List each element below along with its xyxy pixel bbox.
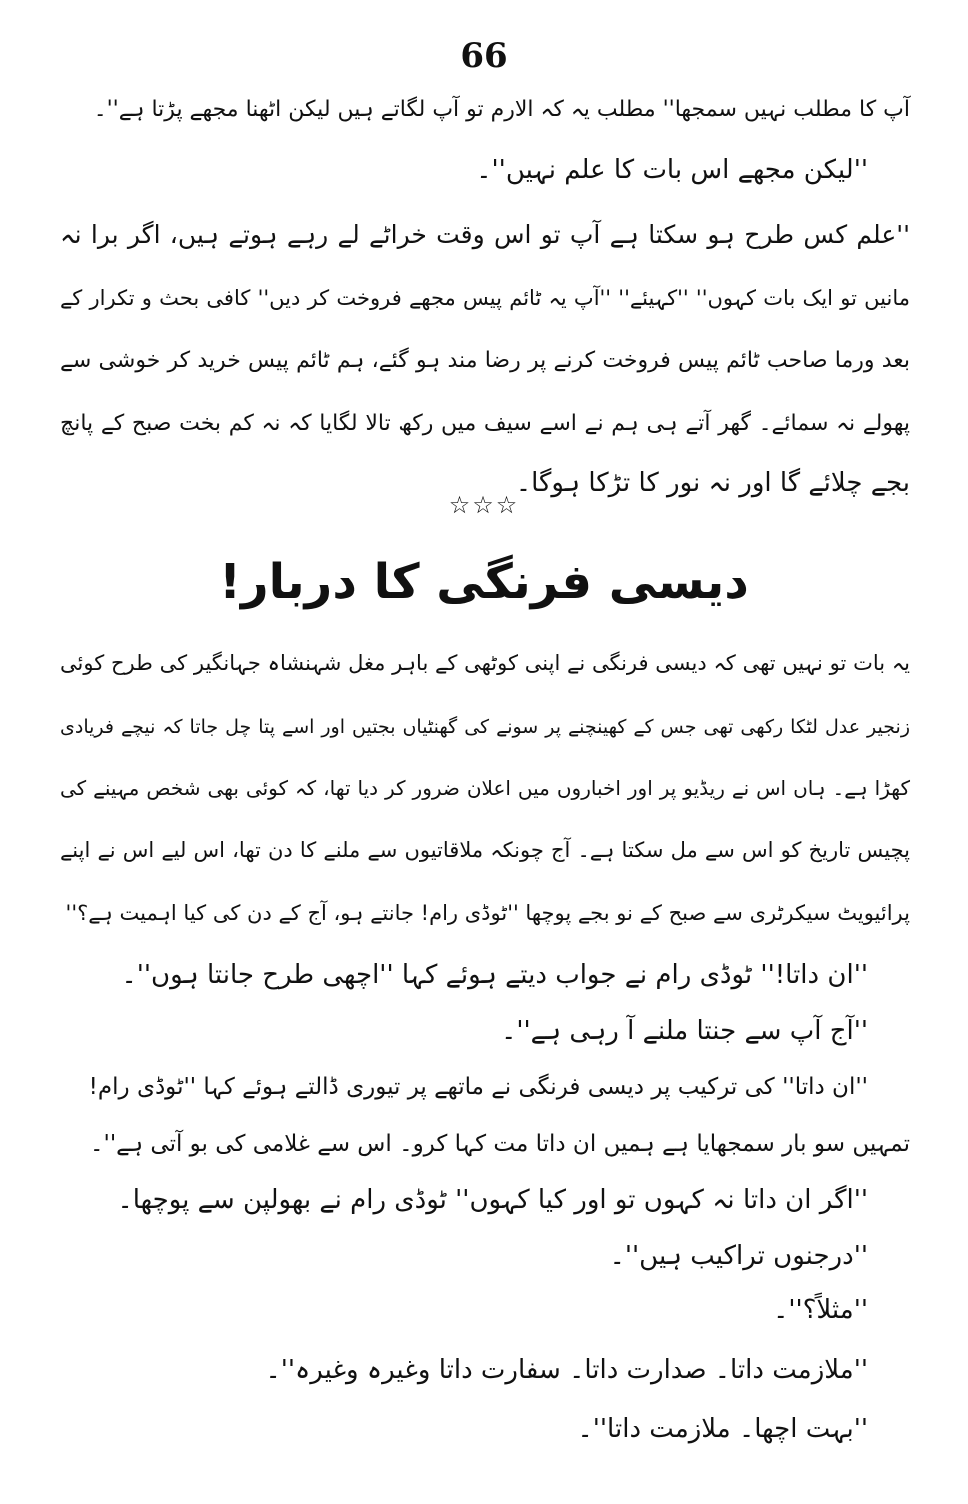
paragraph-line: بعد ورما صاحب ٹائم پیس فروخت کرنے پر رضا مند ہو گئے، ہم ٹائم پیس خرید کر خوشی سے: [60, 348, 910, 373]
paragraph-line: بجے چلائے گا اور نہ نور کا تڑکا ہوگا۔: [515, 468, 910, 498]
paragraph-line: پچیس تاریخ کو اس سے مل سکتا ہے۔ آج چونکہ ملاقاتیوں سے ملنے کا دن تھا، اس لیے اس نے اپنے: [60, 838, 910, 862]
paragraph-line: کھڑا ہے۔ ہاں اس نے ریڈیو پر اور اخباروں میں اعلان ضرور کر دیا تھا، کہ کوئی بھی شخص مہینے کی: [60, 776, 910, 800]
paragraph-line: مانیں تو ایک بات کہوں'' ''کہیئے'' ''آپ یہ ٹائم پیس مجھے فروخت کر دیں'' کافی بحث و تکرار کے: [60, 286, 910, 310]
section-separator: ☆☆☆: [448, 491, 520, 519]
paragraph-line: ''علم کس طرح ہو سکتا ہے آپ تو اس وقت خراٹے لے رہے ہوتے ہیں، اگر برا نہ: [60, 220, 910, 249]
paragraph-line: زنجیر عدل لٹکا رکھی تھی جس کے کھینچنے پر سونے کی گھنٹیاں بجتیں اور اسے پتا چل جاتا کہ نیچے فریادی: [60, 716, 910, 738]
paragraph-line: یہ بات تو نہیں تھی کہ دیسی فرنگی نے اپنی کوٹھی کے باہر مغل شہنشاہ جہانگیر کی طرح کوئی: [60, 651, 910, 675]
paragraph-line: آپ کا مطلب نہیں سمجھا'' مطلب یہ کہ الارم تو آپ لگاتے ہیں لیکن اٹھنا مجھے پڑتا ہے''۔: [93, 97, 910, 122]
dialogue-line: تمہیں سو بار سمجھایا ہے ہمیں ان داتا مت کہا کرو۔ اس سے غلامی کی بو آتی ہے''۔: [90, 1131, 910, 1157]
dialogue-line: ''درجنوں تراکیب ہیں''۔: [609, 1241, 868, 1271]
dialogue-line: ''ان داتا'' کی ترکیب پر دیسی فرنگی نے ماتھے پر تیوری ڈالتے ہوئے کہا ''ٹوڈی رام!: [88, 1074, 868, 1100]
chapter-heading: دیسی فرنگی کا دربار!: [219, 554, 749, 610]
paragraph-line: پھولے نہ سمائے۔ گھر آتے ہی ہم نے اسے سیف میں رکھ تالا لگایا کہ نہ کم بخت صبح کے پانچ: [60, 411, 910, 436]
dialogue-line: ''مثلاً؟''۔: [773, 1295, 868, 1325]
paragraph-line: ''لیکن مجھے اس بات کا علم نہیں''۔: [476, 155, 868, 185]
dialogue-line: ''بہت اچھا۔ ملازمت داتا''۔: [577, 1414, 868, 1444]
dialogue-line: ''ملازمت داتا۔ صدارت داتا۔ سفارت داتا وغیرہ وغیرہ''۔: [265, 1355, 868, 1385]
dialogue-line: ''آج آپ سے جنتا ملنے آ رہی ہے''۔: [501, 1016, 868, 1046]
paragraph-line: پرائیویٹ سیکرٹری سے صبح کے نو بجے پوچھا ''ٹوڈی رام! جانتے ہو، آج کے دن کی کیا اہمیت ہے؟'': [65, 901, 910, 925]
page-number: 66: [460, 36, 508, 76]
dialogue-line: ''اگر ان داتا نہ کہوں تو اور کیا کہوں'' ٹوڈی رام نے بھولپن سے پوچھا۔: [117, 1185, 868, 1215]
dialogue-line: ''ان داتا!'' ٹوڈی رام نے جواب دیتے ہوئے کہا ''اچھی طرح جانتا ہوں''۔: [121, 960, 868, 990]
